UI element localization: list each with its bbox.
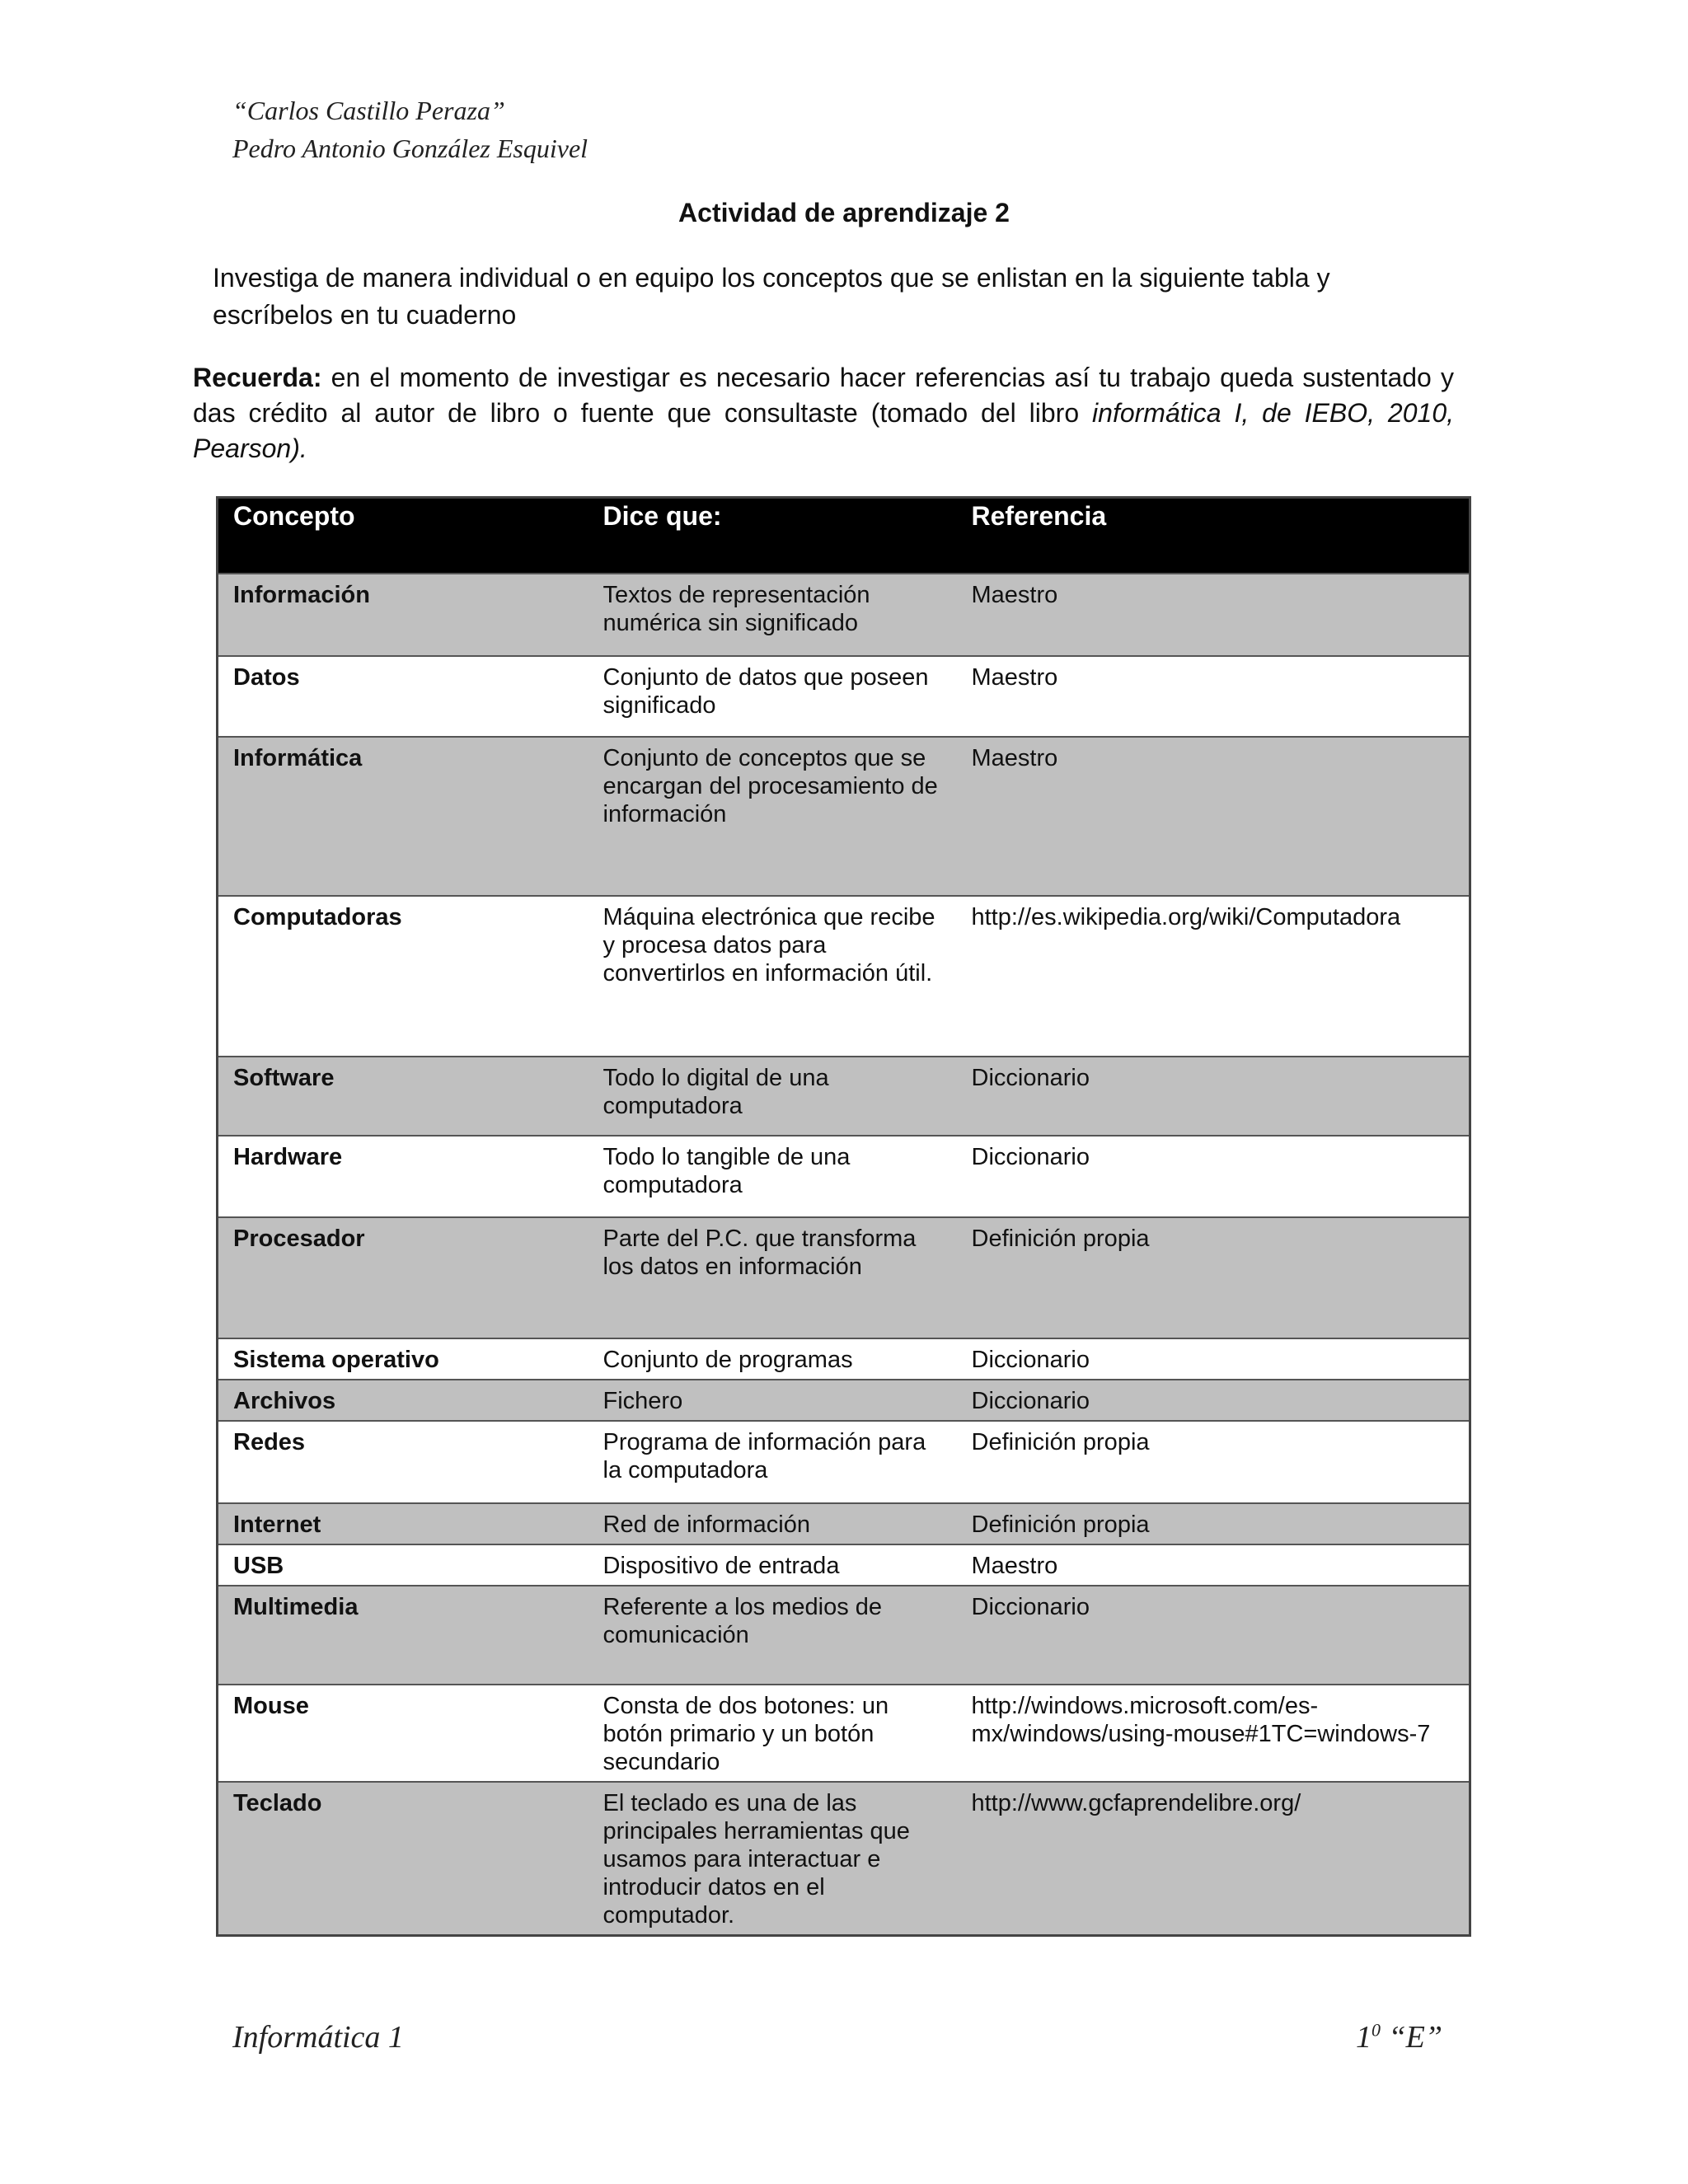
cell-concepto: Datos xyxy=(218,656,588,737)
footer-group-letter: “E” xyxy=(1381,2020,1442,2055)
cell-dice: Referente a los medios de comunicación xyxy=(588,1586,957,1685)
cell-concepto: Mouse xyxy=(218,1685,588,1782)
table-header-row xyxy=(218,498,1470,574)
note-label: Recuerda: xyxy=(193,363,322,392)
cell-dice: Conjunto de programas xyxy=(588,1338,957,1380)
page-title: Actividad de aprendizaje 2 xyxy=(678,198,1010,227)
cell-dice: Red de información xyxy=(588,1503,957,1544)
table-row xyxy=(218,1586,1470,1685)
table-row xyxy=(218,1503,1470,1544)
note-paragraph xyxy=(193,360,1454,466)
cell-ref: http://www.gcfaprendelibre.org/ xyxy=(957,1782,1470,1936)
note-book: informática I, de IEBO, 2010, Pearson). xyxy=(193,398,1455,463)
cell-concepto: Multimedia xyxy=(218,1586,588,1685)
col-header-concepto: Concepto xyxy=(218,498,588,574)
footer-grade: 1 xyxy=(1356,2020,1372,2055)
header-school: “Carlos Castillo Peraza” xyxy=(232,96,505,125)
cell-dice: Fichero xyxy=(588,1380,957,1421)
cell-ref: Maestro xyxy=(957,656,1470,737)
table-row xyxy=(218,1421,1470,1503)
col-header-dice: Dice que: xyxy=(588,498,957,574)
cell-dice: Textos de representación numérica sin significado xyxy=(588,574,957,656)
cell-ref: Diccionario xyxy=(957,1136,1470,1217)
cell-ref: Definición propia xyxy=(957,1217,1470,1338)
table-row xyxy=(218,656,1470,737)
concepts-table xyxy=(216,496,1471,1937)
cell-concepto: Computadoras xyxy=(218,896,588,1057)
cell-concepto: Procesador xyxy=(218,1217,588,1338)
cell-ref: Maestro xyxy=(957,737,1470,896)
table-row xyxy=(218,1380,1470,1421)
cell-concepto: Archivos xyxy=(218,1380,588,1421)
cell-dice: El teclado es una de las principales herramientas que usamos para interactuar e introducir datos en el computador. xyxy=(588,1782,957,1936)
table-row xyxy=(218,1782,1470,1936)
table-row xyxy=(218,1136,1470,1217)
cell-dice: Consta de dos botones: un botón primario y un botón secundario xyxy=(588,1685,957,1782)
table-row xyxy=(218,1217,1470,1338)
cell-concepto: USB xyxy=(218,1544,588,1586)
cell-ref: Diccionario xyxy=(957,1338,1470,1380)
cell-dice: Todo lo tangible de una computadora xyxy=(588,1136,957,1217)
cell-dice: Conjunto de datos que poseen significado xyxy=(588,656,957,737)
cell-dice: Dispositivo de entrada xyxy=(588,1544,957,1586)
cell-dice: Programa de información para la computadora xyxy=(588,1421,957,1503)
cell-concepto: Internet xyxy=(218,1503,588,1544)
cell-concepto: Software xyxy=(218,1057,588,1136)
table-row xyxy=(218,1057,1470,1136)
cell-concepto: Informática xyxy=(218,737,588,896)
cell-concepto: Información xyxy=(218,574,588,656)
cell-ref: Maestro xyxy=(957,1544,1470,1586)
table-row xyxy=(218,1685,1470,1782)
cell-ref: Diccionario xyxy=(957,1380,1470,1421)
table-row xyxy=(218,737,1470,896)
cell-dice: Parte del P.C. que transforma los datos en información xyxy=(588,1217,957,1338)
cell-dice: Todo lo digital de una computadora xyxy=(588,1057,957,1136)
cell-ref: http://es.wikipedia.org/wiki/Computadora xyxy=(957,896,1470,1057)
cell-ref: http://windows.microsoft.com/es-mx/windows/using-mouse#1TC=windows-7 xyxy=(957,1685,1470,1782)
header-author: Pedro Antonio González Esquivel xyxy=(232,134,588,163)
cell-concepto: Sistema operativo xyxy=(218,1338,588,1380)
table-row xyxy=(218,1338,1470,1380)
col-header-referencia: Referencia xyxy=(957,498,1470,574)
cell-ref: Diccionario xyxy=(957,1586,1470,1685)
cell-ref: Definición propia xyxy=(957,1503,1470,1544)
footer-grade-sup: 0 xyxy=(1372,2019,1381,2041)
cell-concepto: Hardware xyxy=(218,1136,588,1217)
cell-concepto: Teclado xyxy=(218,1782,588,1936)
cell-ref: Maestro xyxy=(957,574,1470,656)
table-row xyxy=(218,574,1470,656)
cell-dice: Conjunto de conceptos que se encargan del procesamiento de información xyxy=(588,737,957,896)
cell-dice: Máquina electrónica que recibe y procesa datos para convertirlos en información útil. xyxy=(588,896,957,1057)
cell-concepto: Redes xyxy=(218,1421,588,1503)
cell-ref: Definición propia xyxy=(957,1421,1470,1503)
footer-group xyxy=(1356,2019,1442,2055)
intro-paragraph: Investiga de manera individual o en equipo los conceptos que se enlistan en la siguiente tabla y escríbelos en tu cuaderno xyxy=(213,263,1330,330)
cell-ref: Diccionario xyxy=(957,1057,1470,1136)
table-row xyxy=(218,1544,1470,1586)
footer-subject: Informática 1 xyxy=(232,2020,404,2055)
note-text: en el momento de investigar es necesario hacer referencias así tu trabajo queda sustentado y das crédito al autor de libro o fuente que consultaste (tomado del libro xyxy=(193,363,1454,428)
table-row xyxy=(218,896,1470,1057)
